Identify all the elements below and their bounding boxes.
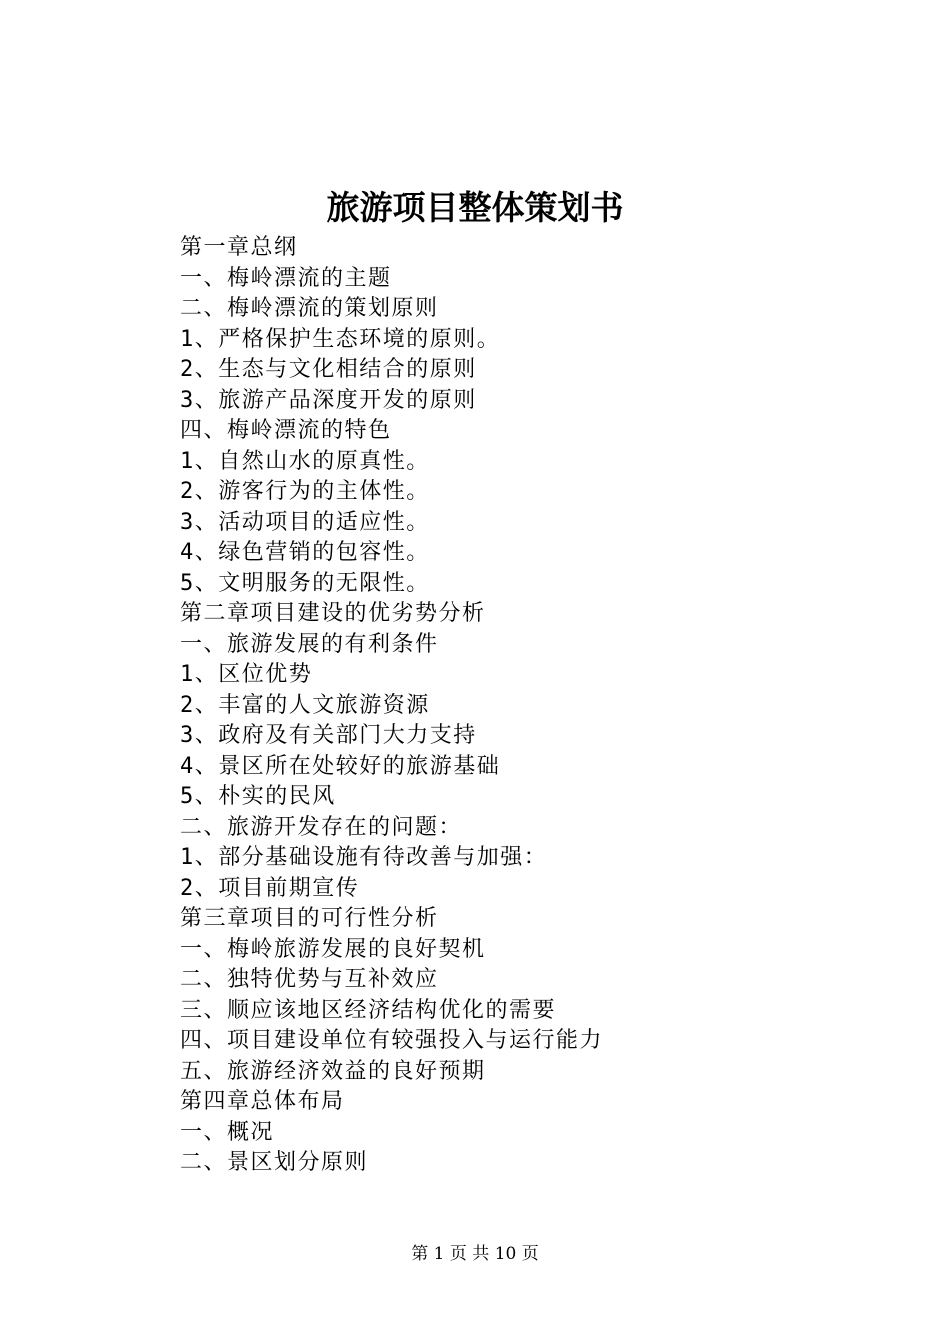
outline-line: 3、政府及有关部门大力支持 <box>180 723 477 748</box>
outline-line: 四、项目建设单位有较强投入与运行能力 <box>180 1028 604 1053</box>
outline-list <box>180 233 603 1179</box>
outline-line: 第三章项目的可行性分析 <box>180 906 439 931</box>
outline-line: 二、旅游开发存在的问题： <box>180 814 463 840</box>
outline-line: 4、景区所在处较好的旅游基础 <box>180 753 501 779</box>
outline-line: 5、朴实的民风 <box>180 784 336 809</box>
outline-line: 一、概况 <box>180 1119 275 1145</box>
outline-line: 二、景区划分原则 <box>180 1150 369 1175</box>
outline-line: 5、文明服务的无限性。 <box>180 570 430 596</box>
outline-line: 四、梅岭漂流的特色 <box>180 418 392 443</box>
outline-line: 1、自然山水的原真性。 <box>180 448 430 474</box>
outline-line: 2、生态与文化相结合的原则 <box>180 357 477 382</box>
page-title: 旅游项目整体策划书 <box>326 188 624 227</box>
outline-line: 一、梅岭旅游发展的良好契机 <box>180 936 486 962</box>
outline-line: 二、独特优势与互补效应 <box>180 967 439 992</box>
page-number-footer: 第 1 页 共 10 页 <box>411 1244 539 1264</box>
outline-line: 1、区位优势 <box>180 662 313 687</box>
outline-line: 4、绿色营销的包容性。 <box>180 540 430 565</box>
outline-line: 3、旅游产品深度开发的原则 <box>180 387 477 413</box>
outline-line: 3、活动项目的适应性。 <box>180 509 430 535</box>
outline-line: 1、部分基础设施有待改善与加强： <box>180 845 548 870</box>
outline-line: 一、梅岭漂流的主题 <box>180 265 392 291</box>
outline-line: 第四章总体布局 <box>180 1089 345 1114</box>
outline-line: 2、游客行为的主体性。 <box>180 479 430 504</box>
outline-line: 二、梅岭漂流的策划原则 <box>180 296 439 321</box>
outline-line: 2、丰富的人文旅游资源 <box>180 692 430 718</box>
outline-line: 2、项目前期宣传 <box>180 875 360 901</box>
outline-line: 五、旅游经济效益的良好预期 <box>180 1058 486 1084</box>
outline-line: 第二章项目建设的优劣势分析 <box>180 601 486 626</box>
outline-line: 三、顺应该地区经济结构优化的需要 <box>180 997 557 1023</box>
outline-line: 1、严格保护生态环境的原则。 <box>180 326 501 352</box>
outline-line: 第一章总纲 <box>180 235 298 260</box>
outline-line: 一、旅游发展的有利条件 <box>180 631 439 657</box>
